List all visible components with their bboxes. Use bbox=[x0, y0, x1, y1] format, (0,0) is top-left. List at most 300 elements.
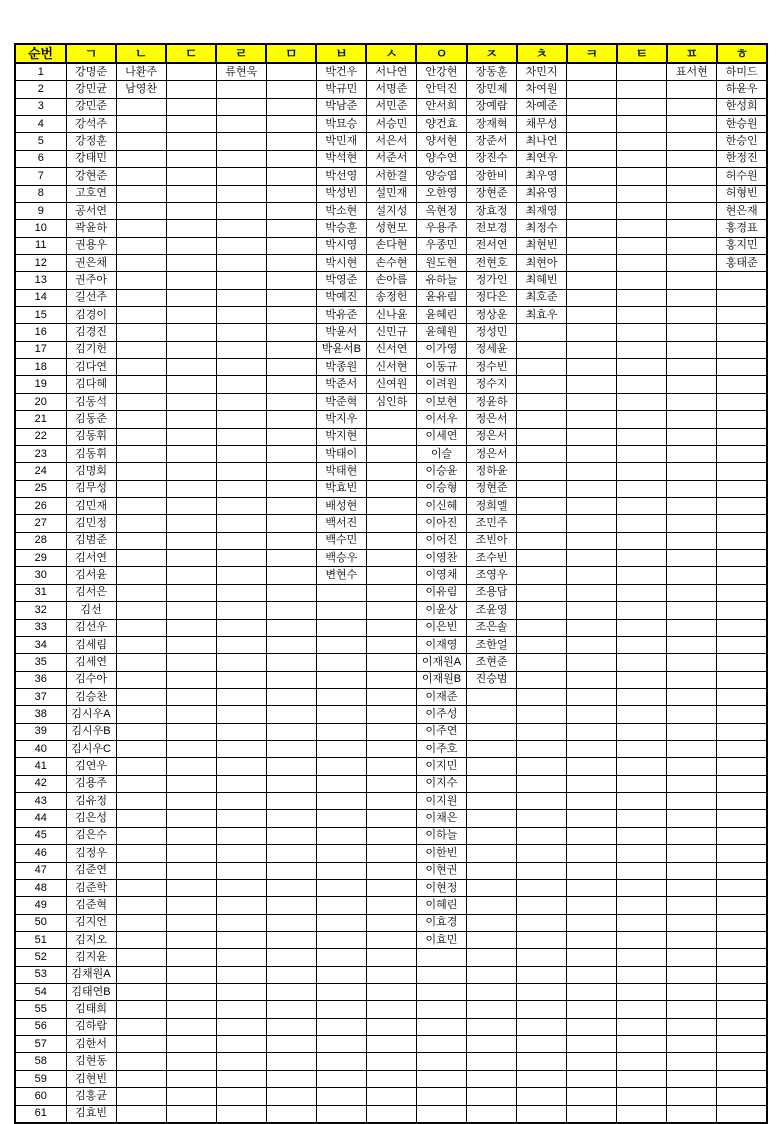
cell-g: 김정우 bbox=[66, 845, 116, 862]
cell-b: 박규민 bbox=[316, 81, 366, 98]
cell-j: 조용담 bbox=[467, 584, 517, 601]
cell-s bbox=[366, 463, 416, 480]
cell-d bbox=[166, 723, 216, 740]
table-row bbox=[15, 688, 767, 705]
cell-num: 25 bbox=[15, 480, 66, 497]
cell-g: 강석주 bbox=[66, 116, 116, 133]
cell-num: 59 bbox=[15, 1070, 66, 1087]
cell-s: 서은서 bbox=[366, 133, 416, 150]
cell-t bbox=[617, 272, 667, 289]
cell-d bbox=[166, 81, 216, 98]
cell-j: 조영우 bbox=[467, 567, 517, 584]
table-row bbox=[15, 567, 767, 584]
cell-j bbox=[467, 984, 517, 1001]
cell-s: 신서연 bbox=[366, 341, 416, 358]
cell-t bbox=[617, 1001, 667, 1018]
cell-g: 강명준 bbox=[66, 63, 116, 81]
cell-n bbox=[116, 810, 166, 827]
cell-num: 16 bbox=[15, 324, 66, 341]
cell-b: 박석현 bbox=[316, 150, 366, 167]
cell-n bbox=[116, 550, 166, 567]
cell-t bbox=[617, 1018, 667, 1035]
cell-o: 양승엽 bbox=[416, 168, 466, 185]
cell-o bbox=[416, 949, 466, 966]
cell-h bbox=[717, 463, 767, 480]
cell-g: 김연우 bbox=[66, 758, 116, 775]
cell-s bbox=[366, 671, 416, 688]
cell-k bbox=[567, 428, 617, 445]
cell-t bbox=[617, 1036, 667, 1053]
cell-p bbox=[667, 879, 717, 896]
cell-t bbox=[617, 98, 667, 115]
cell-p: 표서현 bbox=[667, 63, 717, 81]
cell-h bbox=[717, 897, 767, 914]
cell-m bbox=[266, 307, 316, 324]
cell-s bbox=[366, 931, 416, 948]
cell-j: 정윤하 bbox=[467, 393, 517, 410]
cell-r bbox=[216, 341, 266, 358]
table-row bbox=[15, 515, 767, 532]
cell-h bbox=[717, 1105, 767, 1123]
table-row bbox=[15, 63, 767, 81]
cell-num: 34 bbox=[15, 636, 66, 653]
cell-ch bbox=[517, 931, 567, 948]
cell-p bbox=[667, 411, 717, 428]
table-row bbox=[15, 793, 767, 810]
cell-g: 김동휘 bbox=[66, 445, 116, 462]
cell-b: 박준서 bbox=[316, 376, 366, 393]
cell-b bbox=[316, 619, 366, 636]
cell-t bbox=[617, 984, 667, 1001]
cell-s: 심인하 bbox=[366, 393, 416, 410]
cell-p bbox=[667, 393, 717, 410]
cell-t bbox=[617, 1105, 667, 1123]
cell-p bbox=[667, 584, 717, 601]
cell-m bbox=[266, 741, 316, 758]
cell-o: 이주연 bbox=[416, 723, 466, 740]
cell-t bbox=[617, 393, 667, 410]
cell-b bbox=[316, 602, 366, 619]
cell-p bbox=[667, 706, 717, 723]
cell-o: 옥현정 bbox=[416, 202, 466, 219]
cell-t bbox=[617, 116, 667, 133]
cell-t bbox=[617, 949, 667, 966]
cell-g: 김선 bbox=[66, 602, 116, 619]
cell-ch bbox=[517, 567, 567, 584]
cell-h bbox=[717, 966, 767, 983]
cell-n bbox=[116, 237, 166, 254]
cell-k bbox=[567, 359, 617, 376]
cell-k bbox=[567, 949, 617, 966]
cell-r bbox=[216, 879, 266, 896]
cell-j: 장동훈 bbox=[467, 63, 517, 81]
cell-o: 이재원A bbox=[416, 654, 466, 671]
cell-m bbox=[266, 463, 316, 480]
cell-t bbox=[617, 220, 667, 237]
cell-n bbox=[116, 341, 166, 358]
cell-b: 박효빈 bbox=[316, 480, 366, 497]
cell-n bbox=[116, 862, 166, 879]
cell-m bbox=[266, 254, 316, 271]
cell-m bbox=[266, 1018, 316, 1035]
cell-o: 이주성 bbox=[416, 706, 466, 723]
cell-p bbox=[667, 810, 717, 827]
table-row bbox=[15, 376, 767, 393]
cell-j bbox=[467, 741, 517, 758]
cell-ch bbox=[517, 1053, 567, 1070]
cell-h bbox=[717, 862, 767, 879]
cell-r bbox=[216, 567, 266, 584]
cell-ch: 최연우 bbox=[517, 150, 567, 167]
column-header-g: ㄱ bbox=[66, 44, 116, 63]
cell-h bbox=[717, 393, 767, 410]
cell-m bbox=[266, 185, 316, 202]
cell-d bbox=[166, 810, 216, 827]
cell-g: 강현준 bbox=[66, 168, 116, 185]
cell-t bbox=[617, 168, 667, 185]
cell-o: 윤혜원 bbox=[416, 324, 466, 341]
cell-p bbox=[667, 376, 717, 393]
table-row bbox=[15, 1001, 767, 1018]
cell-h bbox=[717, 619, 767, 636]
cell-ch: 최현아 bbox=[517, 254, 567, 271]
cell-d bbox=[166, 654, 216, 671]
cell-j bbox=[467, 1070, 517, 1087]
cell-o: 이윤상 bbox=[416, 602, 466, 619]
table-row bbox=[15, 428, 767, 445]
cell-h bbox=[717, 931, 767, 948]
cell-r bbox=[216, 393, 266, 410]
table-row bbox=[15, 341, 767, 358]
cell-num: 58 bbox=[15, 1053, 66, 1070]
cell-s bbox=[366, 550, 416, 567]
cell-p bbox=[667, 1018, 717, 1035]
cell-d bbox=[166, 63, 216, 81]
cell-n bbox=[116, 984, 166, 1001]
cell-num: 17 bbox=[15, 341, 66, 358]
cell-k bbox=[567, 619, 617, 636]
cell-r bbox=[216, 480, 266, 497]
table-row bbox=[15, 445, 767, 462]
cell-n bbox=[116, 168, 166, 185]
cell-s bbox=[366, 636, 416, 653]
cell-num: 26 bbox=[15, 497, 66, 514]
cell-b bbox=[316, 1088, 366, 1105]
cell-ch bbox=[517, 1088, 567, 1105]
cell-k bbox=[567, 897, 617, 914]
cell-t bbox=[617, 515, 667, 532]
cell-m bbox=[266, 168, 316, 185]
cell-g: 김현빈 bbox=[66, 1070, 116, 1087]
cell-t bbox=[617, 706, 667, 723]
table-row bbox=[15, 168, 767, 185]
cell-b: 박남준 bbox=[316, 98, 366, 115]
cell-m bbox=[266, 411, 316, 428]
cell-g: 김지윤 bbox=[66, 949, 116, 966]
table-row bbox=[15, 359, 767, 376]
cell-s: 서한결 bbox=[366, 168, 416, 185]
cell-m bbox=[266, 602, 316, 619]
cell-k bbox=[567, 81, 617, 98]
cell-j: 전보경 bbox=[467, 220, 517, 237]
cell-p bbox=[667, 619, 717, 636]
cell-ch bbox=[517, 654, 567, 671]
cell-o: 이재원B bbox=[416, 671, 466, 688]
cell-ch bbox=[517, 914, 567, 931]
cell-g: 김서은 bbox=[66, 584, 116, 601]
cell-num: 61 bbox=[15, 1105, 66, 1123]
cell-s bbox=[366, 810, 416, 827]
cell-g: 김태연B bbox=[66, 984, 116, 1001]
cell-g: 김시우C bbox=[66, 741, 116, 758]
cell-h bbox=[717, 810, 767, 827]
cell-b bbox=[316, 1001, 366, 1018]
cell-h bbox=[717, 550, 767, 567]
cell-s bbox=[366, 775, 416, 792]
cell-t bbox=[617, 254, 667, 271]
cell-n bbox=[116, 723, 166, 740]
cell-g: 김지언 bbox=[66, 914, 116, 931]
cell-n bbox=[116, 289, 166, 306]
cell-h bbox=[717, 584, 767, 601]
cell-num: 57 bbox=[15, 1036, 66, 1053]
cell-h: 한정진 bbox=[717, 150, 767, 167]
cell-n bbox=[116, 1088, 166, 1105]
cell-j: 진승범 bbox=[467, 671, 517, 688]
cell-k bbox=[567, 758, 617, 775]
cell-m bbox=[266, 1105, 316, 1123]
cell-h bbox=[717, 307, 767, 324]
column-header-b: ㅂ bbox=[316, 44, 366, 63]
cell-m bbox=[266, 706, 316, 723]
cell-p bbox=[667, 341, 717, 358]
cell-ch bbox=[517, 445, 567, 462]
cell-k bbox=[567, 931, 617, 948]
cell-h bbox=[717, 376, 767, 393]
cell-h bbox=[717, 671, 767, 688]
cell-p bbox=[667, 1088, 717, 1105]
cell-t bbox=[617, 497, 667, 514]
cell-t bbox=[617, 307, 667, 324]
cell-t bbox=[617, 133, 667, 150]
cell-t bbox=[617, 81, 667, 98]
cell-s bbox=[366, 741, 416, 758]
cell-r bbox=[216, 237, 266, 254]
cell-r bbox=[216, 428, 266, 445]
cell-k bbox=[567, 1001, 617, 1018]
table-row bbox=[15, 671, 767, 688]
cell-o: 이신혜 bbox=[416, 497, 466, 514]
cell-k bbox=[567, 272, 617, 289]
cell-m bbox=[266, 480, 316, 497]
cell-num: 37 bbox=[15, 688, 66, 705]
cell-o bbox=[416, 966, 466, 983]
cell-j: 정상운 bbox=[467, 307, 517, 324]
cell-p bbox=[667, 463, 717, 480]
cell-d bbox=[166, 966, 216, 983]
cell-k bbox=[567, 706, 617, 723]
cell-b bbox=[316, 966, 366, 983]
cell-k bbox=[567, 723, 617, 740]
cell-b: 백수민 bbox=[316, 532, 366, 549]
column-header-r: ㄹ bbox=[216, 44, 266, 63]
cell-d bbox=[166, 341, 216, 358]
cell-j bbox=[467, 723, 517, 740]
cell-b: 변현수 bbox=[316, 567, 366, 584]
cell-m bbox=[266, 1053, 316, 1070]
cell-g: 김세연 bbox=[66, 654, 116, 671]
cell-p bbox=[667, 307, 717, 324]
cell-s bbox=[366, 1070, 416, 1087]
cell-b: 박유준 bbox=[316, 307, 366, 324]
cell-k bbox=[567, 1105, 617, 1123]
table-row bbox=[15, 133, 767, 150]
cell-r bbox=[216, 775, 266, 792]
cell-g: 김시우A bbox=[66, 706, 116, 723]
cell-h: 하윤우 bbox=[717, 81, 767, 98]
cell-p bbox=[667, 254, 717, 271]
cell-t bbox=[617, 428, 667, 445]
cell-n bbox=[116, 793, 166, 810]
cell-m bbox=[266, 862, 316, 879]
cell-s: 서명준 bbox=[366, 81, 416, 98]
cell-n bbox=[116, 879, 166, 896]
cell-p bbox=[667, 202, 717, 219]
cell-s bbox=[366, 532, 416, 549]
cell-j: 장한비 bbox=[467, 168, 517, 185]
cell-p bbox=[667, 185, 717, 202]
cell-k bbox=[567, 168, 617, 185]
cell-b bbox=[316, 984, 366, 1001]
cell-p bbox=[667, 897, 717, 914]
cell-k bbox=[567, 324, 617, 341]
cell-ch: 최우영 bbox=[517, 168, 567, 185]
cell-s: 손아름 bbox=[366, 272, 416, 289]
cell-d bbox=[166, 497, 216, 514]
cell-t bbox=[617, 63, 667, 81]
cell-p bbox=[667, 272, 717, 289]
cell-t bbox=[617, 775, 667, 792]
cell-d bbox=[166, 1070, 216, 1087]
cell-m bbox=[266, 949, 316, 966]
table-row bbox=[15, 237, 767, 254]
cell-r bbox=[216, 359, 266, 376]
cell-b: 박예진 bbox=[316, 289, 366, 306]
cell-j: 정은서 bbox=[467, 428, 517, 445]
cell-k bbox=[567, 1070, 617, 1087]
cell-k bbox=[567, 497, 617, 514]
cell-r bbox=[216, 671, 266, 688]
cell-d bbox=[166, 862, 216, 879]
cell-d bbox=[166, 307, 216, 324]
cell-o: 이지수 bbox=[416, 775, 466, 792]
cell-g: 김현동 bbox=[66, 1053, 116, 1070]
table-row bbox=[15, 914, 767, 931]
cell-b: 박시현 bbox=[316, 254, 366, 271]
cell-n bbox=[116, 1105, 166, 1123]
cell-p bbox=[667, 133, 717, 150]
table-row bbox=[15, 758, 767, 775]
cell-h bbox=[717, 480, 767, 497]
cell-t bbox=[617, 758, 667, 775]
cell-num: 28 bbox=[15, 532, 66, 549]
cell-h bbox=[717, 515, 767, 532]
cell-g: 곽윤하 bbox=[66, 220, 116, 237]
cell-k bbox=[567, 376, 617, 393]
cell-k bbox=[567, 116, 617, 133]
cell-d bbox=[166, 550, 216, 567]
cell-b bbox=[316, 897, 366, 914]
cell-ch bbox=[517, 741, 567, 758]
cell-r bbox=[216, 150, 266, 167]
cell-b bbox=[316, 1070, 366, 1087]
cell-ch bbox=[517, 1070, 567, 1087]
cell-n bbox=[116, 619, 166, 636]
cell-h: 홍경표 bbox=[717, 220, 767, 237]
cell-b: 박영준 bbox=[316, 272, 366, 289]
cell-k bbox=[567, 532, 617, 549]
cell-n bbox=[116, 272, 166, 289]
cell-num: 40 bbox=[15, 741, 66, 758]
cell-h bbox=[717, 1053, 767, 1070]
cell-b: 박준혁 bbox=[316, 393, 366, 410]
cell-o: 이효민 bbox=[416, 931, 466, 948]
cell-n bbox=[116, 584, 166, 601]
cell-r bbox=[216, 619, 266, 636]
cell-d bbox=[166, 98, 216, 115]
cell-n bbox=[116, 150, 166, 167]
cell-k bbox=[567, 879, 617, 896]
cell-ch bbox=[517, 1036, 567, 1053]
cell-ch bbox=[517, 341, 567, 358]
cell-d bbox=[166, 463, 216, 480]
cell-s bbox=[366, 497, 416, 514]
cell-s bbox=[366, 619, 416, 636]
cell-h bbox=[717, 758, 767, 775]
cell-ch bbox=[517, 1018, 567, 1035]
cell-t bbox=[617, 150, 667, 167]
cell-r bbox=[216, 254, 266, 271]
cell-s bbox=[366, 602, 416, 619]
cell-t bbox=[617, 845, 667, 862]
cell-t bbox=[617, 688, 667, 705]
cell-t bbox=[617, 914, 667, 931]
cell-h bbox=[717, 723, 767, 740]
cell-n bbox=[116, 897, 166, 914]
cell-j bbox=[467, 914, 517, 931]
cell-n bbox=[116, 359, 166, 376]
cell-g: 김민정 bbox=[66, 515, 116, 532]
cell-m bbox=[266, 966, 316, 983]
cell-h bbox=[717, 359, 767, 376]
table-row bbox=[15, 1053, 767, 1070]
cell-k bbox=[567, 150, 617, 167]
cell-s bbox=[366, 515, 416, 532]
cell-n bbox=[116, 827, 166, 844]
cell-r bbox=[216, 706, 266, 723]
table-row bbox=[15, 497, 767, 514]
cell-m bbox=[266, 133, 316, 150]
table-row bbox=[15, 984, 767, 1001]
cell-d bbox=[166, 133, 216, 150]
cell-num: 5 bbox=[15, 133, 66, 150]
cell-b: 박종원 bbox=[316, 359, 366, 376]
cell-ch: 최혜빈 bbox=[517, 272, 567, 289]
cell-s bbox=[366, 758, 416, 775]
cell-b bbox=[316, 793, 366, 810]
cell-b bbox=[316, 758, 366, 775]
cell-t bbox=[617, 966, 667, 983]
